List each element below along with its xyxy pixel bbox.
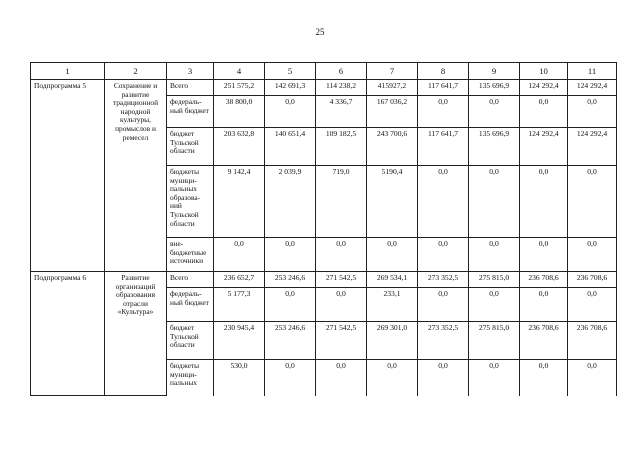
column-number-cell: 11 bbox=[568, 63, 617, 80]
column-number-cell: 2 bbox=[105, 63, 167, 80]
amount-cell: 0,0 bbox=[316, 238, 367, 272]
column-number-cell: 9 bbox=[469, 63, 520, 80]
table-row bbox=[31, 80, 617, 96]
amount-cell: 233,1 bbox=[367, 288, 418, 322]
amount-cell: 230 945,4 bbox=[214, 322, 265, 360]
subprogram-description: Сохранение и развитие традиционной народной культуры, промыслов и ремесел bbox=[105, 80, 167, 272]
amount-cell: 0,0 bbox=[520, 288, 568, 322]
funding-source: вне-бюджетные источники bbox=[167, 238, 214, 272]
amount-cell: 236 708,6 bbox=[520, 322, 568, 360]
amount-cell: 0,0 bbox=[418, 288, 469, 322]
amount-cell: 243 700,6 bbox=[367, 128, 418, 166]
funding-source: бюджет Тульской области bbox=[167, 128, 214, 166]
amount-cell: 253 246,6 bbox=[265, 322, 316, 360]
page-number: 25 bbox=[315, 27, 325, 37]
amount-cell: 38 800,0 bbox=[214, 96, 265, 128]
amount-cell: 271 542,5 bbox=[316, 322, 367, 360]
amount-cell: 5190,4 bbox=[367, 166, 418, 238]
column-number-cell: 3 bbox=[167, 63, 214, 80]
amount-cell: 203 632,8 bbox=[214, 128, 265, 166]
amount-cell: 236 652,7 bbox=[214, 272, 265, 288]
amount-cell: 124 292,4 bbox=[568, 80, 617, 96]
amount-cell: 0,0 bbox=[367, 360, 418, 396]
amount-cell: 415927,2 bbox=[367, 80, 418, 96]
amount-cell: 0,0 bbox=[469, 360, 520, 396]
amount-cell: 251 575,2 bbox=[214, 80, 265, 96]
amount-cell: 0,0 bbox=[568, 96, 617, 128]
column-number-cell: 1 bbox=[31, 63, 105, 80]
amount-cell: 0,0 bbox=[316, 288, 367, 322]
amount-cell: 0,0 bbox=[418, 166, 469, 238]
funding-source: Всего bbox=[167, 80, 214, 96]
funding-source: Всего bbox=[167, 272, 214, 288]
amount-cell: 0,0 bbox=[568, 238, 617, 272]
amount-cell: 0,0 bbox=[418, 96, 469, 128]
amount-cell: 0,0 bbox=[469, 96, 520, 128]
amount-cell: 0,0 bbox=[568, 288, 617, 322]
funding-source: бюджет Тульской области bbox=[167, 322, 214, 360]
amount-cell: 140 651,4 bbox=[265, 128, 316, 166]
subprogram-name: Подпрограмма 5 bbox=[31, 80, 105, 272]
amount-cell: 0,0 bbox=[520, 360, 568, 396]
amount-cell: 135 696,9 bbox=[469, 128, 520, 166]
amount-cell: 269 301,0 bbox=[367, 322, 418, 360]
funding-source: бюджеты муници-пальных образова-ний Тульской области bbox=[167, 166, 214, 238]
amount-cell: 0,0 bbox=[265, 238, 316, 272]
funding-source: федераль-ный бюджет bbox=[167, 288, 214, 322]
amount-cell: 275 815,0 bbox=[469, 272, 520, 288]
amount-cell: 109 182,5 bbox=[316, 128, 367, 166]
amount-cell: 0,0 bbox=[568, 166, 617, 238]
column-number-row bbox=[31, 63, 617, 80]
budget-table bbox=[30, 62, 617, 396]
amount-cell: 271 542,5 bbox=[316, 272, 367, 288]
amount-cell: 236 708,6 bbox=[520, 272, 568, 288]
amount-cell: 0,0 bbox=[469, 288, 520, 322]
funding-source: бюджеты муници-пальных bbox=[167, 360, 214, 396]
column-number-cell: 5 bbox=[265, 63, 316, 80]
funding-source: федераль-ный бюджет bbox=[167, 96, 214, 128]
amount-cell: 114 238,2 bbox=[316, 80, 367, 96]
amount-cell: 4 336,7 bbox=[316, 96, 367, 128]
amount-cell: 253 246,6 bbox=[265, 272, 316, 288]
table-row bbox=[31, 272, 617, 288]
column-number-cell: 8 bbox=[418, 63, 469, 80]
amount-cell: 124 292,4 bbox=[520, 128, 568, 166]
amount-cell: 0,0 bbox=[520, 166, 568, 238]
amount-cell: 117 641,7 bbox=[418, 128, 469, 166]
subprogram-name: Подпрограмма 6 bbox=[31, 272, 105, 396]
amount-cell: 0,0 bbox=[367, 238, 418, 272]
amount-cell: 0,0 bbox=[214, 238, 265, 272]
amount-cell: 0,0 bbox=[469, 238, 520, 272]
amount-cell: 0,0 bbox=[265, 96, 316, 128]
amount-cell: 236 708,6 bbox=[568, 272, 617, 288]
amount-cell: 9 142,4 bbox=[214, 166, 265, 238]
amount-cell: 117 641,7 bbox=[418, 80, 469, 96]
column-number-cell: 6 bbox=[316, 63, 367, 80]
amount-cell: 2 039,9 bbox=[265, 166, 316, 238]
amount-cell: 0,0 bbox=[568, 360, 617, 396]
amount-cell: 0,0 bbox=[265, 288, 316, 322]
amount-cell: 0,0 bbox=[469, 166, 520, 238]
column-number-cell: 10 bbox=[520, 63, 568, 80]
subprogram-description: Развитие организаций образования отрасли «Культура» bbox=[105, 272, 167, 396]
amount-cell: 273 352,5 bbox=[418, 322, 469, 360]
table-body bbox=[31, 63, 617, 396]
amount-cell: 0,0 bbox=[418, 360, 469, 396]
amount-cell: 719,0 bbox=[316, 166, 367, 238]
amount-cell: 0,0 bbox=[520, 96, 568, 128]
amount-cell: 0,0 bbox=[418, 238, 469, 272]
amount-cell: 0,0 bbox=[520, 238, 568, 272]
amount-cell: 0,0 bbox=[316, 360, 367, 396]
amount-cell: 124 292,4 bbox=[520, 80, 568, 96]
column-number-cell: 4 bbox=[214, 63, 265, 80]
amount-cell: 236 708,6 bbox=[568, 322, 617, 360]
amount-cell: 0,0 bbox=[265, 360, 316, 396]
amount-cell: 530,0 bbox=[214, 360, 265, 396]
amount-cell: 273 352,5 bbox=[418, 272, 469, 288]
amount-cell: 269 534,1 bbox=[367, 272, 418, 288]
amount-cell: 142 691,3 bbox=[265, 80, 316, 96]
amount-cell: 275 815,0 bbox=[469, 322, 520, 360]
column-number-cell: 7 bbox=[367, 63, 418, 80]
amount-cell: 135 696,9 bbox=[469, 80, 520, 96]
amount-cell: 167 036,2 bbox=[367, 96, 418, 128]
amount-cell: 5 177,3 bbox=[214, 288, 265, 322]
amount-cell: 124 292,4 bbox=[568, 128, 617, 166]
